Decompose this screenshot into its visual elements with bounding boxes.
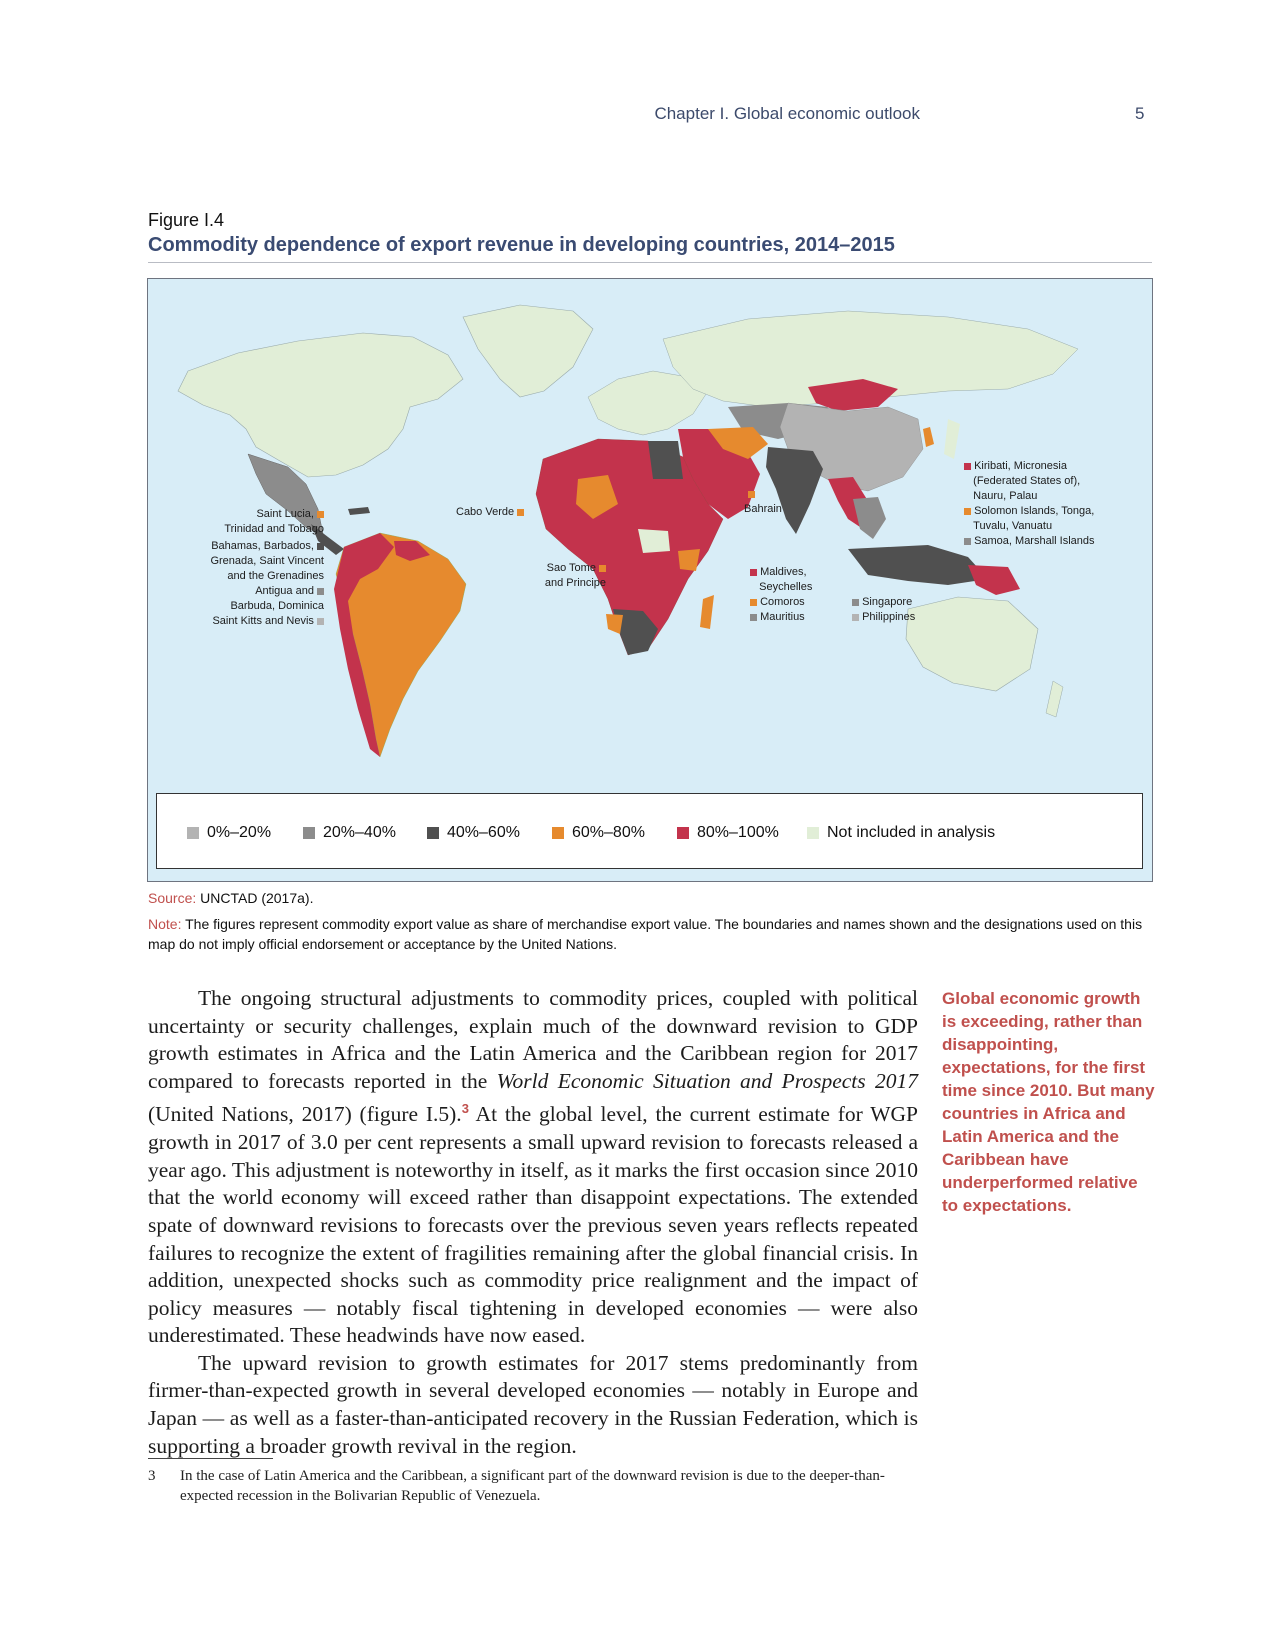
label-antigua: Antigua and Barbuda, Dominica Saint Kitts and Nevis (212, 585, 324, 627)
label-cabo-verde: Cabo Verde (456, 505, 524, 520)
figure-title: Commodity dependence of export revenue in developing countries, 2014–2015 (148, 234, 895, 256)
swatch-orange (599, 565, 606, 572)
swatch-orange (748, 491, 755, 498)
label-singapore: Singapore Philippines (852, 595, 915, 625)
swatch-dark (317, 543, 324, 550)
swatch-mid (317, 588, 324, 595)
legend-swatch (807, 827, 819, 839)
figure-note: Note: The figures represent commodity export value as share of merchandise export value. The boundaries and names shown and the designations used on this map do not imply official endorsement or acceptance by the United Nations. (148, 916, 1143, 952)
label-saint-lucia: Saint Lucia, Trinidad and Tobago (224, 508, 324, 535)
swatch-orange (317, 511, 324, 518)
egypt (648, 441, 683, 479)
running-head: Chapter I. Global economic outlook (654, 104, 920, 123)
footnote-number: 3 (148, 1468, 156, 1484)
swatch-orange (517, 509, 524, 516)
swatch-light (852, 614, 859, 621)
label-sao-tome: Sao Tome and Principe (544, 562, 606, 589)
body-text (148, 985, 918, 1460)
footnote-rule (148, 1458, 273, 1459)
swatch-light (317, 618, 324, 625)
legend-item-80-100: 80%–100% (677, 824, 779, 842)
footnote-text: In the case of Latin America and the Caribbean, a significant part of the downward revision is due to the deeper-than-expected recession in the Bolivarian Republic of Venezuela. (180, 1468, 885, 1504)
label-bahamas: Bahamas, Barbados, Grenada, Saint Vincent and the Grenadines (210, 540, 324, 582)
label-maldives: Maldives, Seychelles Comoros Mauritius (750, 565, 812, 625)
swatch-orange (750, 599, 757, 606)
legend-swatch (677, 827, 689, 839)
world-map (147, 278, 1153, 882)
legend-item-0-20: 0%–20% (187, 824, 271, 842)
legend-swatch (303, 827, 315, 839)
legend-item-20-40: 20%–40% (303, 824, 396, 842)
legend-swatch (552, 827, 564, 839)
swatch-red (750, 569, 757, 576)
footnote-reference[interactable]: 3 (461, 1101, 469, 1117)
legend-item-60-80: 60%–80% (552, 824, 645, 842)
page-number: 5 (1135, 104, 1145, 123)
footnote (148, 1466, 918, 1506)
figure-source: Source: UNCTAD (2017a). (148, 890, 314, 906)
swatch-mid (750, 614, 757, 621)
swatch-orange (964, 508, 971, 515)
south-sudan (638, 529, 670, 553)
legend-item-not-included: Not included in analysis (807, 824, 995, 842)
title-rule (148, 262, 1152, 263)
sidebar-callout: Global economic growth is exceeding, rather than disappointing, expectations, for the first time since 2010. But many countries in Africa and Latin America and the Caribbean have underperformed relative to expectations. (942, 989, 1155, 1215)
paragraph-1: The ongoing structural adjustments to commodity prices, coupled with political uncertainty or security challenges, explain much of the downward revision to GDP growth estimates in Africa and the Latin America and the Caribbean region for 2017 compared to forecasts reported in the World Economic Situation and Prospects 2017 (United Nations, 2017) (figure I.5).$^3$ At the global level, the current estimate for WGP growth in 2017 of 3.0 per cent represents a small upward revision to forecasts released a year ago. This adjustment is noteworthy in itself, as it marks the first occasion since 2010 that the world economy will exceed rather than disappoint expectations. The extended spate of downward revisions to forecasts over the previous seven years reflects repeated failures to recognize the extent of fragilities remaining after the global financial crisis. In addition, unexpected shocks such as commodity price realignment and the impact of policy measures — notably fiscal tightening in developed economies — were also underestimated. These headwinds have now eased. (148, 986, 918, 1348)
label-bahrain: Bahrain (744, 487, 782, 517)
map-legend (156, 793, 1143, 869)
legend-item-40-60: 40%–60% (427, 824, 520, 842)
legend-swatch (187, 827, 199, 839)
label-pacific-islands: Kiribati, Micronesia (Federated States of), Nauru, Palau Solomon Islands, Tonga, Tuvalu, Vanuatu Samoa, Marshall Islands (964, 459, 1095, 549)
figure-label: Figure I.4 (148, 210, 225, 230)
paragraph-2: The upward revision to growth estimates for 2017 stems predominantly from firmer-than-expected growth in several developed economies — notably in Europe and Japan — as well as a faster-than-anticipated recovery in the Russian Federation, which is supporting a broader growth revival in the region. (148, 1350, 918, 1458)
swatch-mid (852, 599, 859, 606)
swatch-mid (964, 538, 971, 545)
swatch-red (964, 463, 971, 470)
legend-swatch (427, 827, 439, 839)
